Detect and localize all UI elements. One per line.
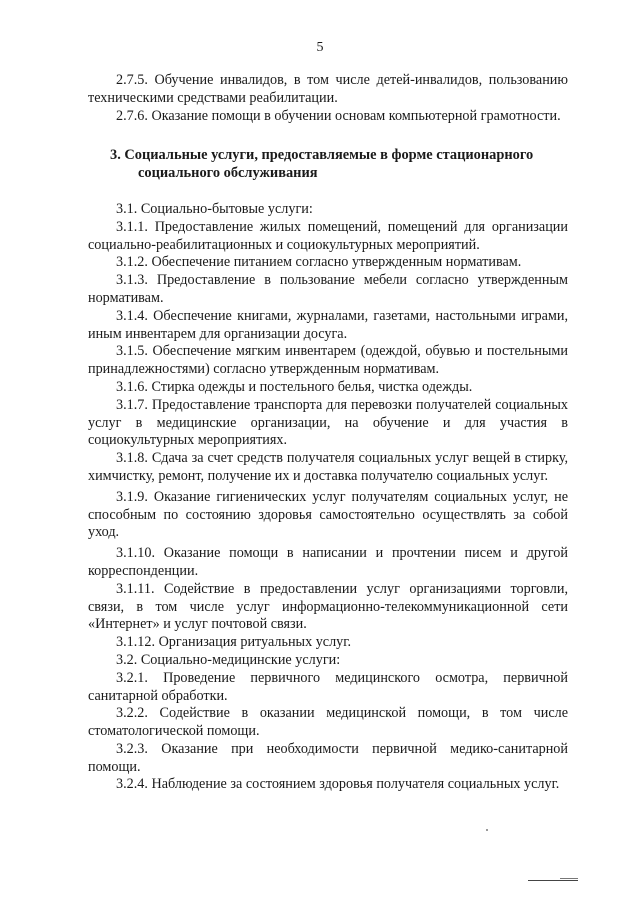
paragraph-2-7-6: 2.7.6. Оказание помощи в обучении основам компьютерной грамотности. bbox=[116, 107, 561, 124]
paragraph-3-1-7: 3.1.7. Предоставление транспорта для перевозки получателей социальных услуг в медицинские организации, на обучение и для участия в социокультурных мероприятиях. bbox=[88, 396, 568, 449]
paragraph-3-1-6: 3.1.6. Стирка одежды и постельного белья, чистка одежды. bbox=[116, 378, 473, 395]
paragraph-3-2-1: 3.2.1. Проведение первичного медицинского осмотра, первичной санитарной обработки. bbox=[88, 669, 568, 704]
paragraph-3-1-5: 3.1.5. Обеспечение мягким инвентарем (одеждой, обувью и постельными принадлежностями) согласно утвержденным нормативам. bbox=[88, 343, 568, 378]
section-heading: 3. Социальные услуги, предоставляемые в форме стационарного социального обслуживания bbox=[110, 147, 534, 182]
paragraph-3-1-1: 3.1.1. Предоставление жилых помещений, помещений для организации социально-реабилитационных и социокультурных мероприятий. bbox=[88, 218, 568, 253]
paragraph-3-1: 3.1. Социально-бытовые услуги: bbox=[116, 200, 313, 217]
page-number: 5 bbox=[316, 40, 324, 55]
paragraph-2-7-5: 2.7.5. Обучение инвалидов, в том числе детей-инвалидов, пользованию техническими средствами реабилитации. bbox=[88, 72, 568, 106]
paragraph-3-1-10: 3.1.10. Оказание помощи в написании и прочтении писем и другой корреспонденции. bbox=[88, 545, 568, 579]
paragraph-3-1-9: 3.1.9. Оказание гигиенических услуг получателям социальных услуг, не способным по состоянию здоровья самостоятельно осуществлять за собой уход. bbox=[88, 488, 568, 541]
paragraph-3-1-8: 3.1.8. Сдача за счет средств получателя социальных услуг вещей в стирку, химчистку, ремонт, получение их и доставка получателю социальных услуг. bbox=[88, 450, 568, 484]
paragraph-3-1-2: 3.1.2. Обеспечение питанием согласно утвержденным нормативам. bbox=[116, 254, 522, 271]
document-body bbox=[88, 72, 568, 794]
paragraph-3-1-12: 3.1.12. Организация ритуальных услуг. bbox=[116, 634, 352, 651]
paragraph-3-2-4: 3.2.4. Наблюдение за состоянием здоровья получателя социальных услуг. bbox=[116, 776, 560, 793]
scan-speck bbox=[486, 829, 488, 831]
paragraph-3-2-3: 3.2.3. Оказание при необходимости первичной медико-санитарной помощи. bbox=[88, 740, 568, 775]
paragraph-3-1-4: 3.1.4. Обеспечение книгами, журналами, газетами, настольными играми, иным инвентарем для организации досуга. bbox=[88, 307, 568, 342]
footer-rule bbox=[528, 880, 578, 881]
paragraph-3-1-11: 3.1.11. Содействие в предоставлении услуг организациями торговли, связи, в том числе услуг информационно-телекоммуникационной сети «Интернет» и услуг почтовой связи. bbox=[88, 580, 568, 633]
paragraph-3-2: 3.2. Социально-медицинские услуги: bbox=[116, 651, 341, 668]
paragraph-3-2-2: 3.2.2. Содействие в оказании медицинской помощи, в том числе стоматологической помощи. bbox=[88, 705, 568, 740]
paragraph-3-1-3: 3.1.3. Предоставление в пользование мебели согласно утвержденным нормативам. bbox=[88, 272, 568, 306]
footer-rule-mark bbox=[560, 878, 578, 879]
